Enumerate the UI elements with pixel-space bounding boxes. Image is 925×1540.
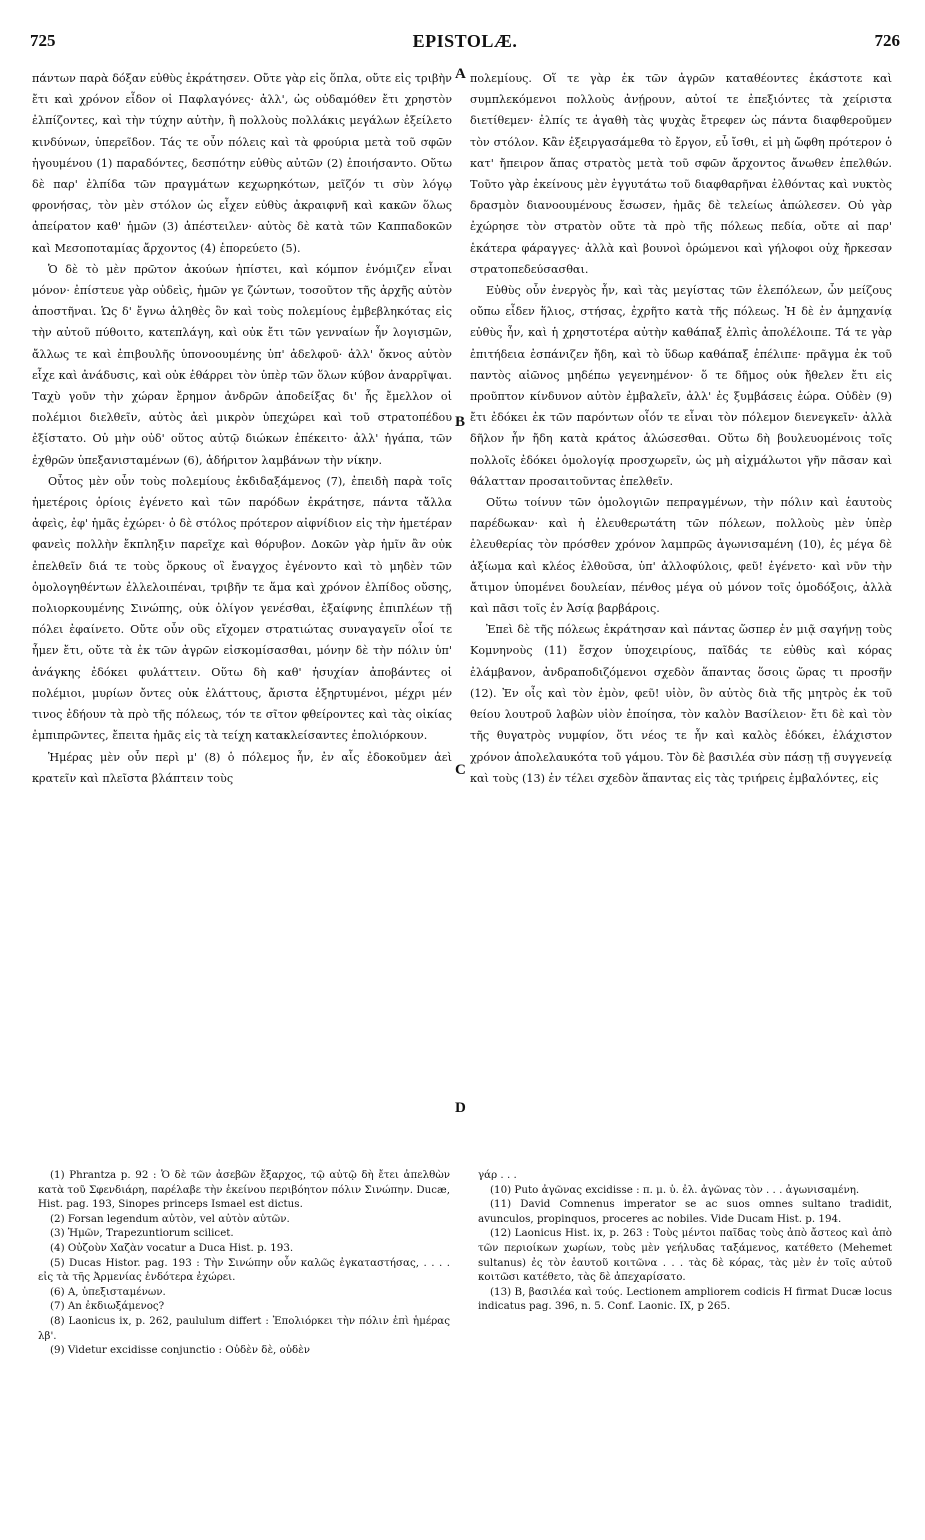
section-marker-c: C	[455, 762, 466, 778]
section-marker-d: D	[455, 1100, 466, 1116]
footnote: (11) David Comnenus imperator se ac suos omnes sultano tradidit, avunculos, propinquos, proceres ac nobiles. Vide Ducam Hist. p. 194.	[478, 1198, 892, 1225]
footnote: (2) Forsan legendum αὐτὸν, vel αὐτὸν αὐτῶν.	[50, 1212, 290, 1225]
section-marker-a: A	[455, 66, 466, 82]
footnote: (5) Ducas Histor. pag. 193 : Τὴν Σινώπην οὖν καλῶς ἐγκαταστήσας, . . . . εἰς τὰ τῆς Ἀρμενίας ἐνδότερα ἐχώρει.	[38, 1256, 450, 1284]
section-marker-b: B	[455, 414, 466, 430]
page-header	[30, 31, 900, 61]
footnote: (8) Laonicus ix, p. 262, paululum differt : Ἐπολιόρκει τὴν πόλιν ἐπὶ ἡμέρας λβ'.	[38, 1314, 450, 1342]
running-title: EPISTOLÆ.	[412, 31, 518, 51]
footnote: (6) A, ὑπεξισταμένων.	[50, 1285, 166, 1298]
paragraph: Οὗτος μὲν οὖν τοὺς πολεμίους ἐκδιδαξάμενος (7), ἐπειδὴ παρὰ τοῖς ἡμετέροις ὁρίοις ἐγένετο καὶ τῶν παρόδων ἐκράτησε, πάντα τἄλλα ἀφεὶς, ἐφ' ἡμᾶς ἐχώρει· ὁ δὲ στόλος πρότερον αἰφνίδιον εἰς τὴν ἡμετέραν φανεὶς πολλὴν ἔκπληξιν παρεῖχε καὶ θόρυβον. Δοκῶν γὰρ ἡμῖν ἂν οὐκ ἐπελθεῖν διά τε τοὺς ὅρκους οἳ ἔναγχος ἐγένοντο καὶ τὸ μηδὲν τῶν ὁμολογηθέντων ἐλλελοιπέναι, τριβῆν τε ἅμα καὶ χρόνον ἐλπίδος οὔσης, πολιορκουμένης Σινώπης, οὐκ ὀλίγον γενέσθαι, ἐξαίφνης ἐπιπλέων τῇ πόλει ἐφαίνετο. Οὔτε οὖν οὓς εἴχομεν στρατιώτας συναγαγεῖν οἷοί τε ἦμεν ἔτι, οὔτε τὰ ἐκ τῶν ἀγρῶν εἰσκομίσασθαι, μόνην δὲ τὴν πόλιν ὑπ' ἀνάγκης ἐδόκει φυλάττειν. Οὕτω δὴ καθ' ἡσυχίαν ἀποβάντες οἱ πολέμιοι, μυρίων ὄντες οὐκ ἐλάττους, ἄριστα ἐξηρτυμένοι, μέχρι μέν τινος ἐδήουν τὰ πρὸ τῆς πόλεως, τόν τε σῖτον φθείροντες καὶ τὰς οἰκίας ἐμπιπρῶντες, ἔπειτα ἡμᾶς εἰς τὰ τείχη κατακλείσαντες ἐπολιόρκουν.	[32, 474, 452, 743]
paragraph: πολεμίους. Οἵ τε γὰρ ἐκ τῶν ἀγρῶν καταθέοντες ἑκάστοτε καὶ συμπλεκόμενοι πολλοὺς ἀνῄρουν, αὐτοί τε ἐπεξιόντες τὰ χείριστα διετίθεμεν· ἐλπίς τε ἀγαθὴ τὰς ψυχὰς ἔτρεφεν ὡς πάντα διαφθεροῦμεν τὸν στόλον. Κἂν ἐξειργασάμεθα τὸ ἔργον, εὖ ἴσθι, εἰ μὴ ὤφθη πρότερον ὁ κατ' ἤπειρον ἅπας στρατὸς μετὰ τοῦ σφῶν ἄρχοντος ἄνωθεν ἐπελθών. Τοῦτο γὰρ ἐκείνους μὲν ἐγγυτάτω τοῦ διαφθαρῆναι ἐλθόντας καὶ νυκτὸς δρασμὸν διανοουμένους ἔσωσεν, ἡμᾶς δὲ τελείως ἀπώλεσεν. Οὐ γὰρ ἐχώρησε τὸν στρατὸν οὔτε τὰ πρὸ τῆς πόλεως πεδία, οὔτε αἱ παρ' ἑκάτερα φάραγγες· ἀλλὰ καὶ βουνοὶ ὁρώμενοι καὶ γήλοφοι οὐχ ἤρκεσαν στρατοπεδεύσασθαι.	[470, 72, 892, 276]
footnote: (1) Phrantza p. 92 : Ὁ δὲ τῶν ἀσεβῶν ἔξαρχος, τῷ αὐτῷ δὴ ἔτει ἀπελθὼν κατὰ τοῦ Σφενδιάρη, παρέλαβε τὴν ἐκείνου περιβόητον πόλιν Σινώπην. Ducæ, Hist. pag. 193, Sinopes princeps Ismael est dictus.	[38, 1169, 450, 1211]
paragraph: πάντων παρὰ δόξαν εὐθὺς ἐκράτησεν. Οὔτε γὰρ εἰς ὅπλα, οὔτε εἰς τριβὴν ἔτι καὶ χρόνον εἶδον οἱ Παφλαγόνες· ἀλλ', ὡς οὐδαμόθεν ἔτι χρηστὸν ἐλπίζοντες, καὶ τὴν τύχην αὐτὴν, ἣ πολλοὺς πολλάκις μεγάλων ἐξείλετο κινδύνων, ὑπερεῖδον. Τάς τε οὖν πόλεις καὶ τὰ φρούρια μετὰ τοῦ σφῶν ἡγουμένου (1) παραδόντες, δεσπότην εὐθὺς αὐτῶν (2) ἐποιήσαντο. Οὕτω δὲ παρ' ἐλπίδα τῶν πραγμάτων κεχωρηκότων, μεῖζόν τι σὺν λόγῳ φρονήσας, τὸν μὲν στόλον ὡς εἶχεν εὐθὺς ἀκραιφνῆ καὶ κακῶν ὅλως ἀπείρατον καθ' ἡμῶν (3) ἀπέστειλεν· αὐτὸς δὲ κατὰ τῶν Καππαδοκῶν καὶ Μεσοποταμίας ἄρχοντος (4) ἐπορεύετο (5).	[32, 72, 452, 255]
paragraph: Ἡμέρας μὲν οὖν περὶ μ' (8) ὁ πόλεμος ἦν, ἐν αἷς ἐδοκοῦμεν ἀεὶ κρατεῖν καὶ πλεῖστα βλάπτειν τοὺς	[32, 750, 452, 785]
footnote-continuation: γάρ . . .	[478, 1169, 517, 1181]
footnote: (12) Laonicus Hist. ix, p. 263 : Τοὺς μέντοι παῖδας τοὺς ἀπὸ ἄστεος καὶ ἀπὸ τῶν περιοίκων χωρίων, τοὺς μὲν γεήλυδας ταξάμενος, κατέθετο (Mehemet sultanus) ἐς τὸν ἑαυτοῦ κοιτῶνα . . . τὰς δὲ κόρας, τὰς μὲν ἐν τοῖς αὐτοῦ κοιτῶσι κατέθετο, τὰς δὲ ἀπεχαρίσατο.	[478, 1227, 892, 1284]
footnote: (7) An ἐκδιωξάμενος?	[50, 1300, 165, 1313]
page-number-left: 725	[30, 31, 56, 50]
footnotes-right	[478, 1168, 892, 1314]
paragraph: Ὁ δὲ τὸ μὲν πρῶτον ἀκούων ἠπίστει, καὶ κόμπον ἐνόμιζεν εἶναι μόνον· ἐπίστευε γὰρ οὐδεὶς, ἡμῶν γε ζώντων, τοσοῦτον τῆς ἀρχῆς αὐτὸν ἀποστῆναι. Ὡς δ' ἔγνω ἀληθὲς ὃν καὶ τοὺς πολεμίους ἐμβεβληκότας εἰς τὴν αὐτοῦ πύθοιτο, κατεπλάγη, καὶ οὐκ ἔτι τῶν γενναίων ἦν λογισμῶν, ἄλλως τε καὶ ἐπιβουλῆς ὑπονοουμένης ὑπ' ἀδελφοῦ· ἀλλ' ὄκνος αὐτὸν εἶχε καὶ ἀνάδυσις, καὶ οὐκ ἐθάρρει τὸν ὑπὲρ τῶν ὅλων κύβον ἀναρρῖψαι. Ταχὺ γοῦν τὴν χώραν ἔρημον ἀνδρῶν ἀποδείξας δι' ἧς ἔμελλον οἱ πολέμιοι διελθεῖν, αὐτὸς ἀεὶ μικρὸν ὑπεχώρει καὶ τοῦ στρατοπέδου ἐξίστατο. Οὐ μὴν οὐδ' οὕτος αὐτῷ διώκων ἐπέκειτο· ἀλλ' ἠγάπα, τῶν ἐχθρῶν ὑπεξανισταμένων (6), ἀδήριτον λαμβάνων τὴν νίκην.	[32, 262, 452, 467]
paragraph: Ἐπεὶ δὲ τῆς πόλεως ἐκράτησαν καὶ πάντας ὥσπερ ἐν μιᾷ σαγήνῃ τοὺς Κομνηνοὺς (11) ἔσχον ὑποχειρίους, παῖδάς τε εὐθὺς καὶ κόρας ἐλάμβανον, ἀνδραποδιζόμενοι σχεδὸν ἅπαντας ὅσοις ὥρας τι προσῆν (12). Ἐν οἷς καὶ τὸν ἐμὸν, φεῦ! υἱὸν, ὃν αὐτὸς διὰ τῆς μητρὸς ἐκ τοῦ θείου λουτροῦ λαβὼν υἱὸν ἐποίησα, τὸν καλὸν Βασίλειον· ἔτι δὲ καὶ τὸν τῆς θυγατρὸς νυμφίον, ὅτι νέος τε ἦν καὶ καλὸς ἐδόκει, ἐλάχιστον χρόνον ἀπολελαυκότα τοῦ γάμου. Τὸν δὲ βασιλέα σὺν πάσῃ τῇ συγγενείᾳ καὶ τοὺς (13) ἐν τέλει σχεδὸν ἅπαντας εἰς τὰς τριήρεις ἐμβαλόντες, εἰς	[470, 623, 892, 785]
footnote: (4) Οὐζοὺν Χαζὰν vocatur a Duca Hist. p. 193.	[50, 1241, 294, 1254]
footnote: (9) Videtur excidisse conjunctio : Οὐδὲν δὲ, οὐδὲν	[50, 1344, 310, 1357]
left-text-column	[32, 68, 452, 789]
right-text-column	[470, 68, 892, 789]
footnote: (10) Puto ἀγῶνας excidisse : π. μ. ὑ. ἐλ. ἀγῶνας τὸν . . . ἀγωνισαμένη.	[490, 1183, 860, 1196]
footnote: (13) B, βασιλέα καὶ τούς. Lectionem ampliorem codicis H firmat Ducæ locus indicatus pag. 396, n. 5. Conf. Laonic. IX, p 265.	[478, 1285, 892, 1313]
paragraph: Οὕτω τοίνυν τῶν ὁμολογιῶν πεπραγμένων, τὴν πόλιν καὶ ἑαυτοὺς παρέδωκαν· καὶ ἡ ἐλευθερωτάτη τῶν πόλεων, πολλοὺς μὲν ὑπὲρ ἐλευθερίας τὸν πρόσθεν χρόνον λαμπρῶς ἀγωνισαμένη (10), ἐς μέγα δὲ ἀξίωμα καὶ κλέος ἐλθοῦσα, ὑπ' ἀλλοφύλοις, φεῦ! ἐγένετο· καὶ νῦν τὴν ἄτιμον ὑπομένει δουλείαν, πένθος μέγα οὐ μόνον τοῖς ὁμοδόξοις, ἀλλὰ καὶ πᾶσι τοῖς ἐν Ἀσίᾳ βαρβάροις.	[470, 496, 892, 616]
footnotes-left	[38, 1168, 450, 1358]
paragraph: Εὐθὺς οὖν ἐνεργὸς ἦν, καὶ τὰς μεγίστας τῶν ἑλεπόλεων, ὧν μείζους οὔπω εἶδεν ἥλιος, στήσας, ἐχρῆτο κατὰ τῆς πόλεως. Ἡ δὲ ἐν ἀμηχανίᾳ εὐθὺς ἦν, καὶ ἡ χρηστοτέρα αὐτὴν καθάπαξ ἐλπὶς ἀπολέλοιπε. Τά τε γὰρ ἐπιτήδεια ἐσπάνιζεν ἤδη, καὶ τὸ ὕδωρ καθάπαξ ἐπέλιπε· πρᾶγμα ἐκ τοῦ παντὸς αἰῶνος μηδέπω γεγενημένον· ὅ τε δῆμος οὐκ ἤθελεν ἔτι εἰς προῦπτον κίνδυνον αὐτὸν ἐμβαλεῖν, ἀλλ' ἐς ξυμβάσεις ἑώρα. Οὐδὲν (9) ἔτι ἐδόκει ἐκ τῶν παρόντων οἷόν τε εἶναι τὸν πόλεμον διενεγκεῖν· ἀλλὰ δῆλον ἦν ἤδη κατὰ κράτος ἁλώσεσθαι. Οὕτω δὴ βουλευομένοις τοῖς πολλοῖς ἐδόκει ὁμολογίᾳ προσχωρεῖν, ὡς μὴ αἰχμάλωτοι γῆν πᾶσαν καὶ θάλατταν προσαιτοῦντας ἐπελθεῖν.	[470, 284, 892, 488]
page-number-right: 726	[874, 31, 900, 50]
footnote: (3) Ἡμῶν, Trapezuntiorum scilicet.	[50, 1227, 234, 1240]
